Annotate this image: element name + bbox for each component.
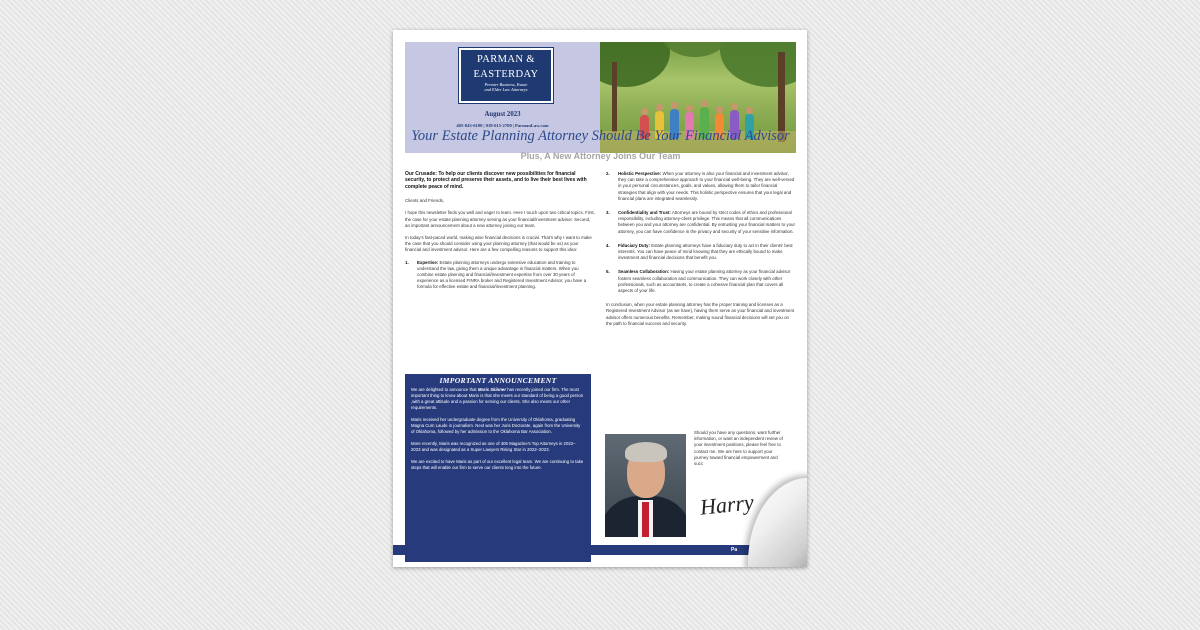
- crusade-statement: Our Crusade: To help our clients discover new possibilities for financial security, to protect and preserve their assets, and to live their best lives with complete peace of mind.: [405, 171, 587, 190]
- reason-item: [606, 269, 795, 294]
- reason-text: Having your estate planning attorney as your financial advisor fosters seamless collaboration and communication. They can work closely with other professionals, such as accountants, to create a cohesive financial plan that covers all aspects of your life.: [618, 269, 791, 294]
- reason-number: 5.: [606, 269, 610, 275]
- firm-name-line2: EASTERDAY: [473, 69, 539, 80]
- page-curl: [748, 478, 807, 567]
- page-label: Pa: [731, 547, 738, 553]
- intro-paragraph: I hope this newsletter finds you well and eager to learn. Here I touch upon two critical topics. First, the case for your estate planning attorney serving as your financial/investment advisor. Second, an important announcement about a new attorney joining our team.: [405, 210, 595, 228]
- reason-title: Seamless Collaboration:: [618, 269, 670, 275]
- closing-paragraph: Should you have any questions, want further information, or want an independent review of your investment positions, please feel free to contact me. We are here to support your journey toward financial empowerment and succ: [694, 430, 783, 467]
- reason-item: [606, 171, 795, 202]
- reason-text: Attorneys are bound by strict codes of ethics and professional responsibility, including attorney-client privilege. This means that all communications between you and your attorney are confidential. By entrusting your financial matters to your attorney, you can have confidence in the privacy and security of your sensitive information.: [618, 210, 795, 234]
- reason-item: [606, 210, 795, 235]
- firm-name-line1: PARMAN &: [477, 54, 535, 65]
- reason-text: Estate planning attorneys undergo extensive education and training to understand the law, giving them a unique advantage in financial matters. When you combine estate planning and financial/investment expertise from over 30 years of experience as a licensed FINRA broker and Registered Investment Advisor, you have a formula for effective estate and financial/investment planning.: [417, 259, 587, 290]
- reason-item: [405, 260, 595, 291]
- conclusion-paragraph: In conclusion, when your estate planning attorney has the proper training and licenses as a Registered Investment Advisor (as we have), having them serve as your financial and investment advisor offers numerous benefits. Remember, making sound financial decisions will set you on the path to financial success and security.: [606, 302, 795, 326]
- headline: Your Estate Planning Attorney Should Be Your Financial Advisor: [411, 128, 790, 144]
- announcement-box: [405, 374, 591, 562]
- attorney-portrait: [605, 434, 686, 537]
- firm-tagline: [461, 82, 551, 92]
- reason-item: [606, 243, 795, 262]
- reason-title: Fiduciary Duty:: [618, 242, 650, 248]
- new-attorney-name: Maris Skinner: [477, 387, 506, 392]
- announcement-paragraph: [411, 387, 585, 411]
- right-column: [606, 171, 795, 333]
- firm-tagline-line2: and Elder Law Attorneys: [484, 87, 528, 92]
- reason-number: 4.: [606, 242, 610, 248]
- reason-title: Confidentiality and Trust:: [618, 210, 671, 216]
- reason-number: 3.: [606, 210, 610, 216]
- reason-number: 1.: [405, 259, 409, 265]
- announcement-title: IMPORTANT ANNOUNCEMENT: [439, 376, 557, 385]
- announcement-text: has recently joined our firm. The most important thing to know about Maris is that she meets our standard of being a good person ,with a great attitude and a passion for serving our clients. She also meets our other requirements.: [411, 387, 584, 410]
- footer-bar: [393, 545, 807, 555]
- announcement-paragraph: More recently, Maris was recognized as one of 405 Magazine's Top Attorneys in 2022–2023 and was designated as a Super Lawyers Rising Star in 2022–2023.: [411, 441, 576, 452]
- subheadline: Plus, A New Attorney Joins Our Team: [520, 151, 681, 161]
- reason-title: Expertise:: [417, 259, 439, 265]
- reason-text: Estate planning attorneys have a fiduciary duty to act in their clients' best interests. You can have peace of mind knowing that they are ethically bound to make investment and financial decisions that benefit you.: [618, 242, 793, 261]
- reason-title: Holistic Perspective:: [618, 171, 662, 176]
- reason-number: 2.: [606, 171, 610, 176]
- salutation: Clients and Friends,: [405, 198, 445, 204]
- intro-paragraph: In today's fast-paced world, making wise financial decisions is crucial. That's why I want to make the case that you should consider using your planning attorney (that would be us) as your financial and investment advisor. Here are a few compelling reasons to support this idea:: [405, 235, 592, 253]
- reason-text: When your attorney is also your financial and investment advisor, they can take a comprehensive approach to your financial well-being. They are well-versed in your personal circumstances, goals, and values, allowing them to tailor financial strategies that align with your needs. This holistic perspective ensures that your legal and financial plans are integrated seamlessly.: [618, 171, 795, 201]
- signature: Harry: [698, 489, 755, 520]
- announcement-text: We are delighted to announce that: [411, 387, 478, 392]
- left-column: [405, 171, 595, 299]
- firm-tagline-line1: Premier Business, Estate: [484, 82, 528, 87]
- issue-date: August 2023: [484, 111, 521, 118]
- announcement-paragraph: Maris received her undergraduate degree from the University of Oklahoma, graduating Magna Cum Laude in journalism. Next was her Juris Doctorate, again from the University of Oklahoma, followed by her admission to the Oklahoma Bar Association.: [411, 417, 581, 434]
- contact-line: 405-843-6100 | 918-615-2700 | ParmanLaw.com: [456, 123, 549, 128]
- announcement-paragraph: We are excited to have Maris as part of our excellent legal team. We are continuing to take steps that will enable our firm to serve our clients long into the future.: [411, 459, 584, 470]
- firm-logo: [459, 48, 553, 103]
- newsletter-page: [393, 30, 807, 567]
